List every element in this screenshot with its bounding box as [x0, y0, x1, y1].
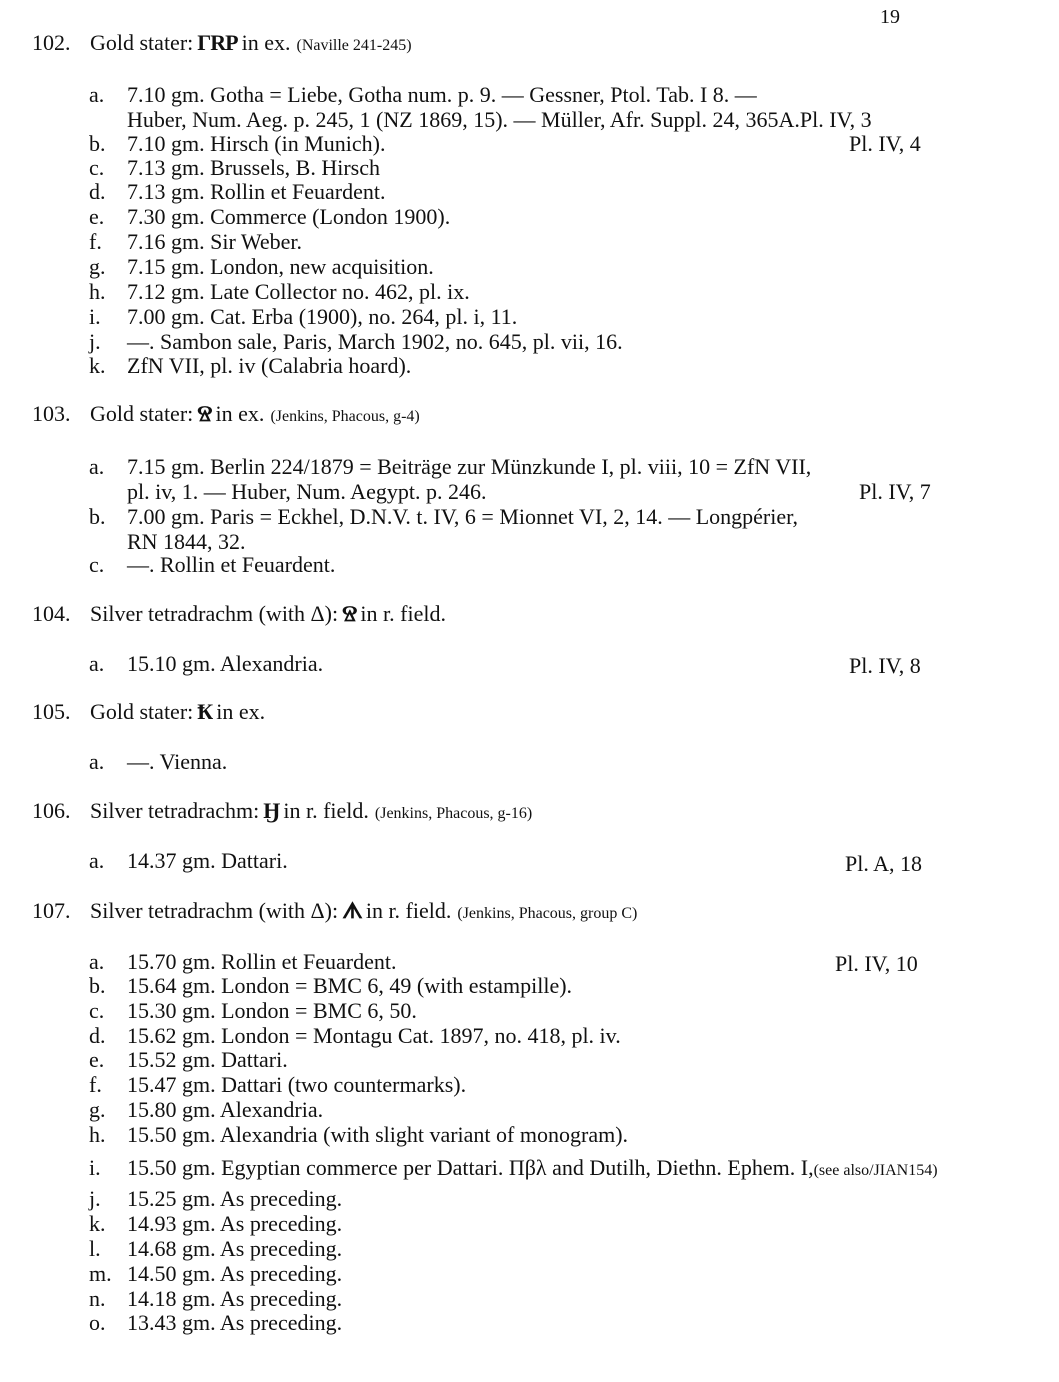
item-text: 14.18 gm. As preceding.	[127, 1286, 343, 1311]
item-letter: c.	[89, 998, 105, 1023]
entry-title-suffix: in r. field.	[365, 898, 452, 923]
monogram-icon: Ⱄ	[197, 401, 212, 426]
entry-title-suffix: in ex.	[216, 699, 266, 724]
monogram-icon: ᗑ	[342, 898, 362, 923]
entry-title: Silver tetradrachm (with Δ):	[90, 601, 339, 626]
entry-104-heading	[32, 601, 446, 627]
item-text: 15.25 gm. As preceding.	[127, 1186, 343, 1211]
item-letter: c.	[89, 552, 105, 577]
entry-number: 102.	[32, 30, 71, 55]
entry-title: Gold stater:	[90, 30, 194, 55]
entry-number: 103.	[32, 401, 71, 426]
item-text: 14.37 gm. Dattari.	[127, 848, 288, 873]
item-letter: l.	[89, 1236, 101, 1261]
item-letter: a.	[89, 651, 105, 676]
item-text: 15.50 gm. Alexandria (with slight variant of monogram).	[127, 1122, 629, 1147]
item-line: 7.15 gm. Berlin 224/1879 = Beiträge zur Münzkunde I, pl. viii, 10 = ZfN VII,	[127, 454, 812, 479]
item-letter: d.	[89, 1023, 106, 1048]
entry-number: 106.	[32, 798, 71, 823]
entry-reference: (Jenkins, Phacous, g-4)	[270, 408, 420, 425]
entry-107-heading	[32, 898, 637, 927]
plate-reference: Pl. IV, 10	[835, 951, 918, 976]
entry-reference: (Jenkins, Phacous, group C)	[457, 905, 638, 922]
monogram-icon: Ӈ	[263, 798, 280, 823]
item-letter: k.	[89, 353, 106, 378]
entry-title: Silver tetradrachm (with Δ):	[90, 898, 339, 923]
item-text: 15.52 gm. Dattari.	[127, 1047, 288, 1072]
item-text: 7.13 gm. Rollin et Feuardent.	[127, 179, 386, 204]
item-letter: e.	[89, 204, 105, 229]
item-letter: b.	[89, 973, 106, 998]
entry-number: 105.	[32, 699, 71, 724]
entry-102-heading	[32, 30, 412, 59]
item-letter: k.	[89, 1211, 106, 1236]
item-text: 15.70 gm. Rollin et Feuardent.	[127, 949, 397, 974]
item-letter: j.	[89, 1186, 101, 1211]
item-text: 14.50 gm. As preceding.	[127, 1261, 343, 1286]
item-text: 14.68 gm. As preceding.	[127, 1236, 343, 1261]
page-number: 19	[880, 6, 900, 28]
item-letter: f.	[89, 229, 102, 254]
item-letter: h.	[89, 279, 106, 304]
item-text: —. Vienna.	[127, 749, 228, 774]
item-line: RN 1844, 32.	[127, 528, 246, 554]
item-text	[127, 83, 1027, 132]
item-letter: n.	[89, 1286, 106, 1311]
item-text: 7.00 gm. Cat. Erba (1900), no. 264, pl. i, 11.	[127, 304, 518, 329]
monogram-icon: Ҟ	[197, 699, 213, 724]
item-text: 14.93 gm. As preceding.	[127, 1211, 343, 1236]
item-letter: a.	[89, 454, 105, 479]
item-letter: e.	[89, 1047, 105, 1072]
plate-reference: Pl. A, 18	[845, 851, 923, 876]
item-text: 7.12 gm. Late Collector no. 462, pl. ix.	[127, 279, 470, 304]
item-letter: c.	[89, 155, 105, 180]
plate-reference: Pl. IV, 8	[849, 653, 921, 678]
item-line: Huber, Num. Aeg. p. 245, 1 (NZ 1869, 15). — Müller, Afr. Suppl. 24, 365A.Pl. IV, 3	[127, 106, 872, 132]
item-text	[127, 505, 1027, 554]
item-text	[127, 1156, 1057, 1184]
entry-reference: (Jenkins, Phacous, g-16)	[374, 805, 533, 822]
item-line: 7.00 gm. Paris = Eckhel, D.N.V. t. IV, 6 = Mionnet VI, 2, 14. — Longpérier,	[127, 504, 799, 529]
item-text: 13.43 gm. As preceding.	[127, 1310, 343, 1335]
monogram-icon: ΓRP	[197, 30, 238, 55]
item-text: 15.62 gm. London = Montagu Cat. 1897, no. 418, pl. iv.	[127, 1023, 621, 1048]
item-line: 7.10 gm. Gotha = Liebe, Gotha num. p. 9. — Gessner, Ptol. Tab. I 8. —	[127, 82, 757, 107]
entry-title: Silver tetradrachm:	[90, 798, 260, 823]
item-text: —. Sambon sale, Paris, March 1902, no. 645, pl. vii, 16.	[127, 329, 623, 354]
item-letter: a.	[89, 82, 105, 107]
item-text: ZfN VII, pl. iv (Calabria hoard).	[127, 353, 412, 378]
item-letter: j.	[89, 329, 101, 354]
item-letter: h.	[89, 1122, 106, 1147]
item-text: 7.15 gm. London, new acquisition.	[127, 254, 434, 279]
item-letter: a.	[89, 749, 105, 774]
item-text: 15.30 gm. London = BMC 6, 50.	[127, 998, 417, 1023]
item-line: pl. iv, 1. — Huber, Num. Aegypt. p. 246.	[127, 478, 487, 504]
entry-title: Gold stater:	[90, 401, 194, 426]
item-text: 7.10 gm. Hirsch (in Munich).	[127, 131, 386, 156]
item-text: 15.10 gm. Alexandria.	[127, 651, 324, 676]
entry-title: Gold stater:	[90, 699, 194, 724]
entry-title-suffix: in r. field.	[360, 601, 446, 626]
item-text: 15.64 gm. London = BMC 6, 49 (with estampille).	[127, 973, 573, 998]
entry-number: 107.	[32, 898, 71, 923]
item-letter: f.	[89, 1072, 102, 1097]
item-letter: b.	[89, 131, 106, 156]
item-text: 7.16 gm. Sir Weber.	[127, 229, 303, 254]
item-letter: g.	[89, 254, 106, 279]
item-letter: g.	[89, 1097, 106, 1122]
item-text: 15.47 gm. Dattari (two countermarks).	[127, 1072, 467, 1097]
item-note: (see also/JIAN154)	[813, 1162, 938, 1179]
item-text: 7.30 gm. Commerce (London 1900).	[127, 204, 451, 229]
entry-105-heading	[32, 699, 265, 725]
entry-title-suffix: in r. field.	[283, 798, 369, 823]
item-letter: d.	[89, 179, 106, 204]
monogram-icon: Ⱄ	[342, 601, 357, 626]
plate-reference: Pl. IV, 4	[849, 131, 921, 156]
item-text: —. Rollin et Feuardent.	[127, 552, 336, 577]
entry-103-heading	[32, 401, 420, 430]
item-line: 15.50 gm. Egyptian commerce per Dattari. Πβλ and Dutilh, Diethn. Ephem. I,	[127, 1155, 814, 1180]
item-letter: o.	[89, 1310, 106, 1335]
item-letter: a.	[89, 848, 105, 873]
item-letter: a.	[89, 949, 105, 974]
item-text: 7.13 gm. Brussels, B. Hirsch	[127, 155, 380, 180]
item-letter: i.	[89, 1155, 101, 1180]
entry-number: 104.	[32, 601, 71, 626]
item-letter: i.	[89, 304, 101, 329]
entry-title-suffix: in ex.	[215, 401, 265, 426]
item-letter: m.	[89, 1261, 112, 1286]
item-letter: b.	[89, 504, 106, 529]
entry-reference: (Naville 241-245)	[296, 37, 412, 54]
item-text: 15.80 gm. Alexandria.	[127, 1097, 324, 1122]
plate-reference: Pl. IV, 7	[859, 478, 931, 504]
entry-106-heading	[32, 798, 532, 827]
entry-title-suffix: in ex.	[241, 30, 291, 55]
